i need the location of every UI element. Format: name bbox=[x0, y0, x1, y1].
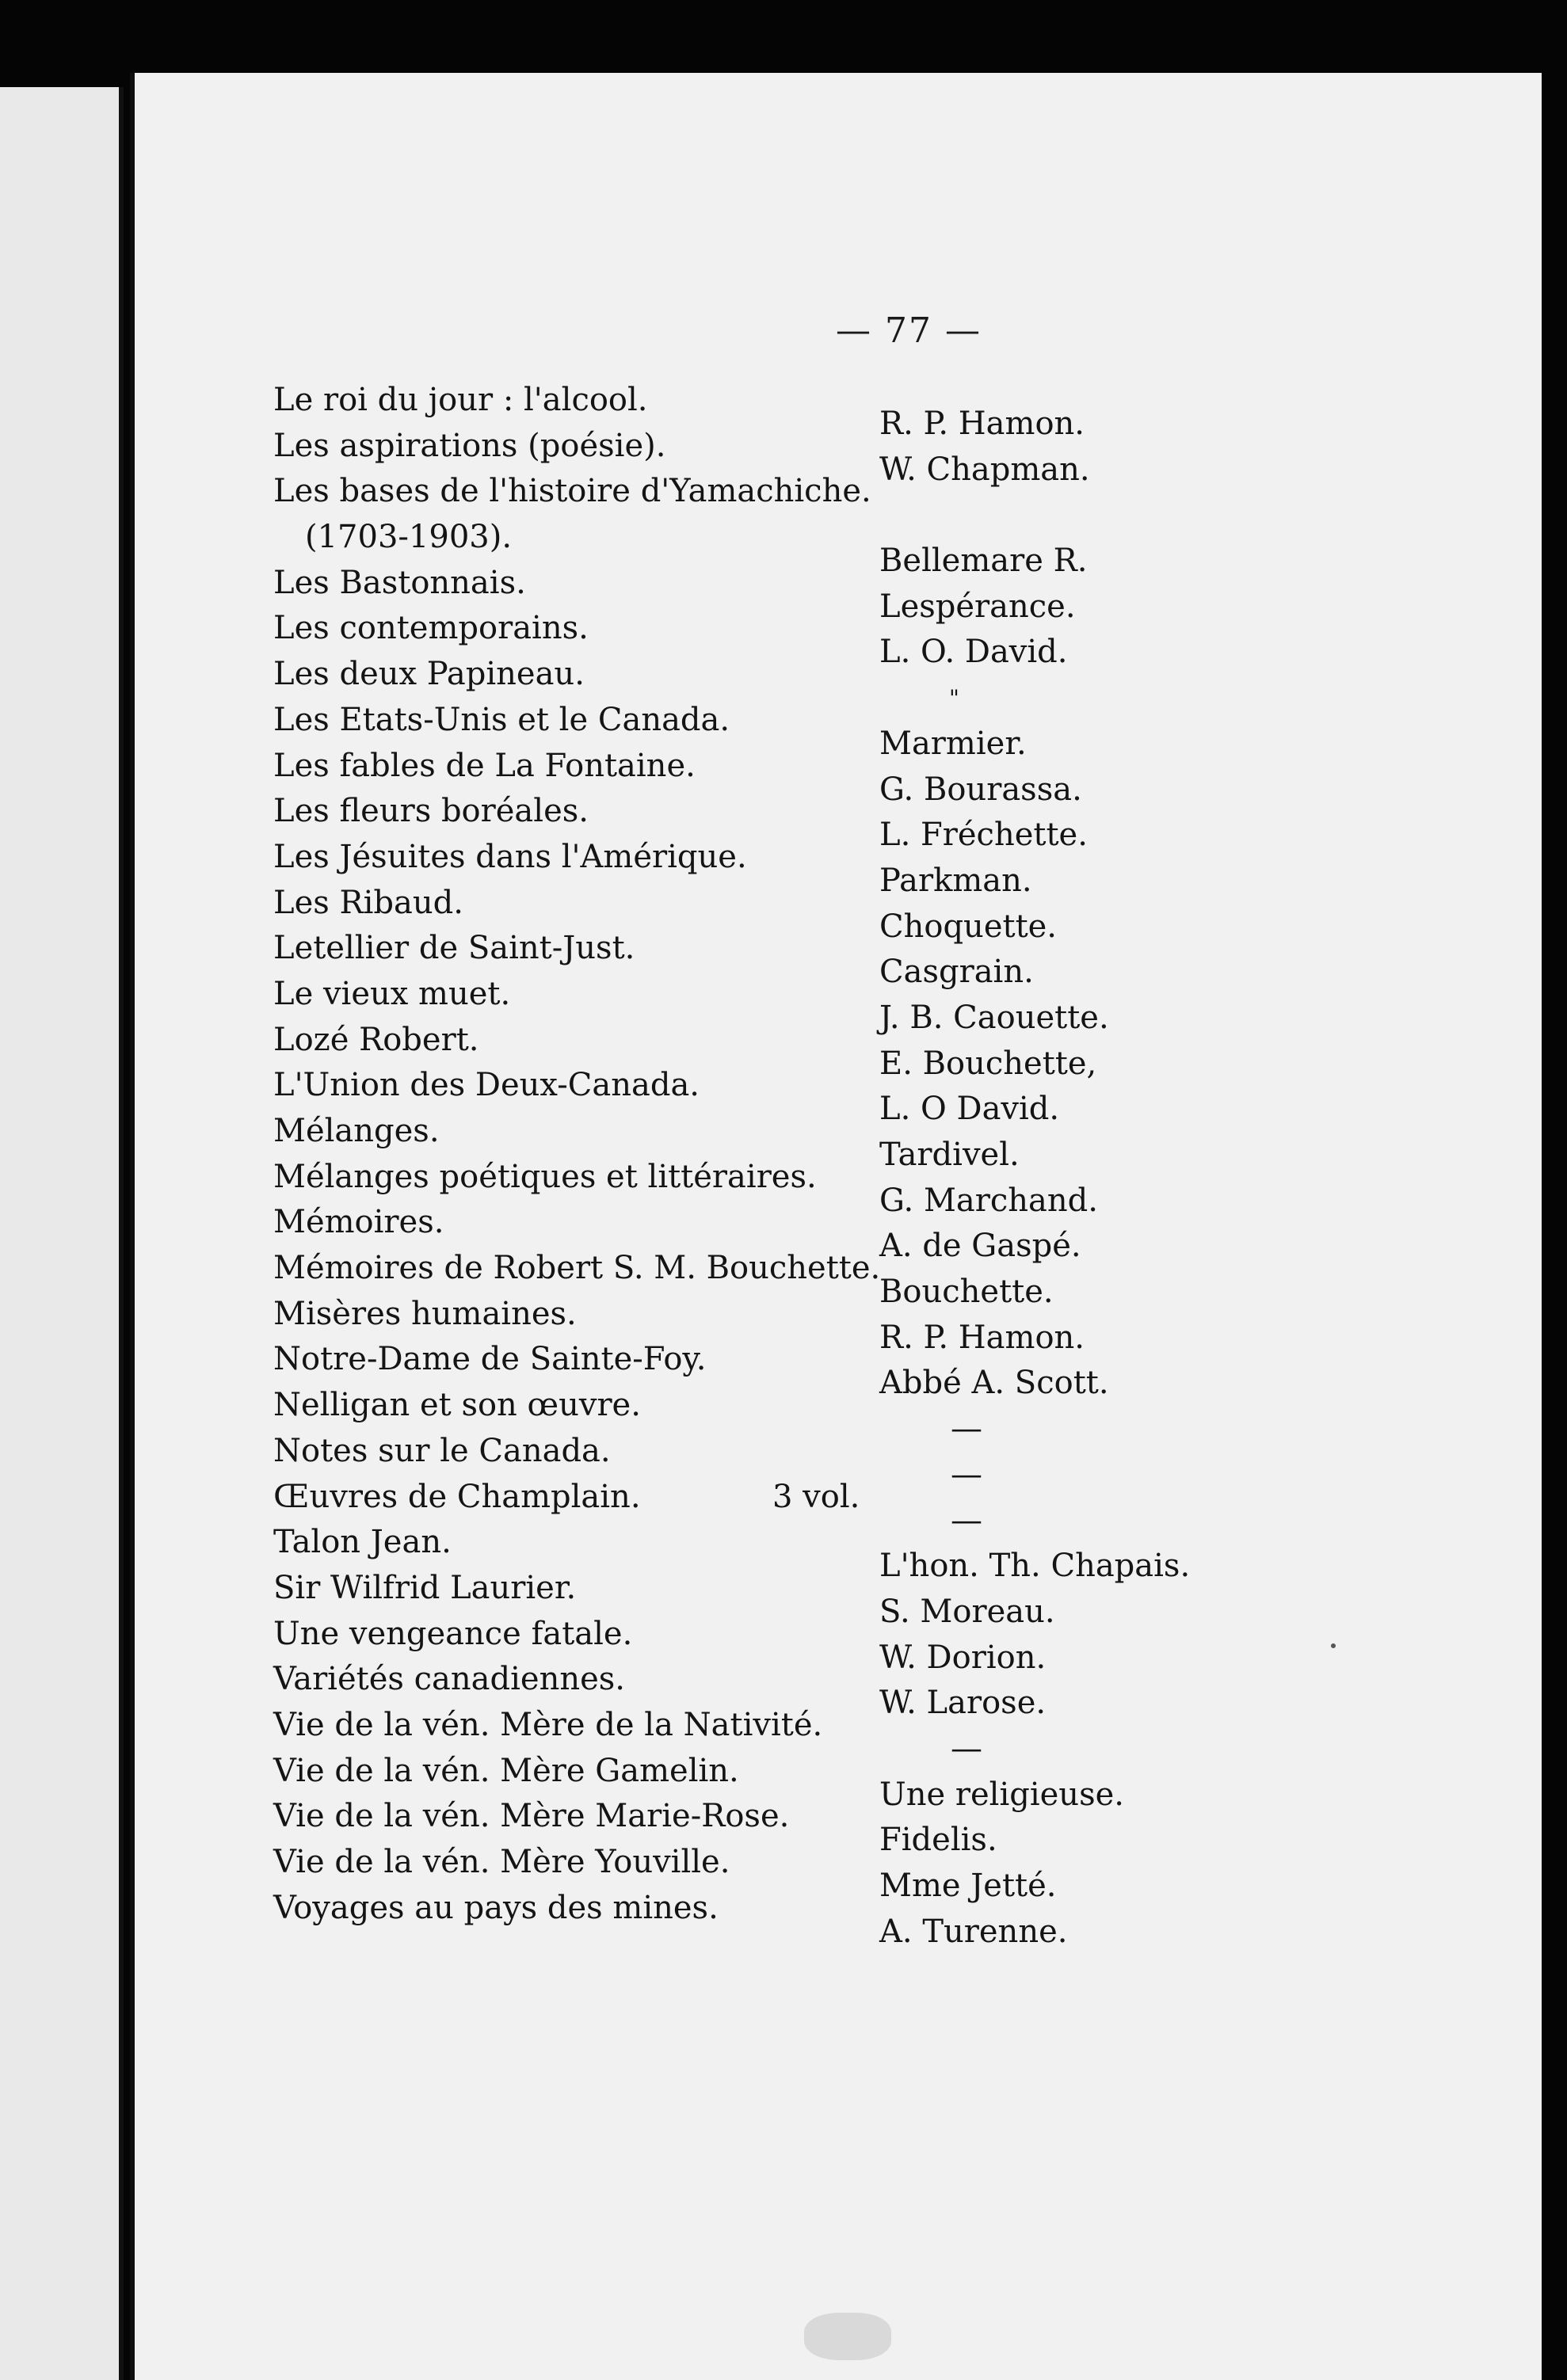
title-entry: Les aspirations (poésie). bbox=[273, 427, 666, 464]
author-entry: L. O David. bbox=[879, 1091, 1060, 1128]
title-entry: Le vieux muet. bbox=[273, 975, 511, 1012]
title-entry: Les fables de La Fontaine. bbox=[273, 747, 696, 784]
title-entry: Les deux Papineau. bbox=[273, 656, 585, 693]
author-entry: Abbé A. Scott. bbox=[879, 1365, 1109, 1402]
author-entry: Choquette. bbox=[879, 908, 1058, 945]
book-page bbox=[130, 73, 1542, 2380]
author-entry: A. Turenne. bbox=[879, 1913, 1068, 1950]
title-entry: Les bases de l'histoire d'Yamachiche. bbox=[273, 473, 871, 510]
title-entry: Nelligan et son œuvre. bbox=[273, 1387, 641, 1424]
author-entry: E. Bouchette, bbox=[879, 1045, 1097, 1082]
author-entry: Bouchette. bbox=[879, 1274, 1054, 1311]
author-entry: R. P. Hamon. bbox=[879, 1319, 1085, 1356]
scan-speck bbox=[1331, 1643, 1336, 1648]
author-column bbox=[879, 402, 1220, 1955]
title-entry: Voyages au pays des mines. bbox=[273, 1889, 719, 1926]
title-entry: Letellier de Saint-Just. bbox=[273, 930, 635, 967]
title-entry: Lozé Robert. bbox=[273, 1021, 479, 1058]
author-entry: Une religieuse. bbox=[879, 1776, 1124, 1813]
author-entry: L. Fréchette. bbox=[879, 817, 1088, 854]
author-entry: Bellemare R. bbox=[879, 543, 1088, 580]
author-entry: W. Dorion. bbox=[879, 1639, 1047, 1676]
title-entry: Les fleurs boréales. bbox=[273, 793, 589, 830]
title-entry: Notre-Dame de Sainte-Foy. bbox=[273, 1341, 707, 1378]
title-entry: Le roi du jour : l'alcool. bbox=[273, 382, 648, 418]
author-entry: A. de Gaspé. bbox=[879, 1228, 1081, 1265]
author-blank bbox=[879, 493, 1220, 539]
author-entry: Fidelis. bbox=[879, 1822, 997, 1859]
author-entry: Parkman. bbox=[879, 862, 1032, 899]
title-entry: Mémoires. bbox=[273, 1204, 444, 1241]
author-entry: G. Marchand. bbox=[879, 1182, 1098, 1219]
title-entry: Œuvres de Champlain. bbox=[273, 1478, 641, 1515]
title-entry: Les Ribaud. bbox=[273, 884, 463, 921]
title-entry: Les Etats-Unis et le Canada. bbox=[273, 701, 730, 738]
author-entry: W. Chapman. bbox=[879, 451, 1090, 488]
title-entry: Les Jésuites dans l'Amérique. bbox=[273, 838, 747, 875]
author-dash: — bbox=[951, 1456, 982, 1493]
author-entry: Casgrain. bbox=[879, 954, 1034, 991]
author-entry: Lespérance. bbox=[879, 588, 1076, 625]
author-entry: Tardivel. bbox=[879, 1137, 1020, 1173]
title-entry: Misères humaines. bbox=[273, 1295, 577, 1332]
author-entry: S. Moreau. bbox=[879, 1593, 1055, 1630]
page-number: — 77 — bbox=[836, 310, 982, 351]
title-entry: Mélanges. bbox=[273, 1113, 440, 1149]
author-entry: Mme Jetté. bbox=[879, 1868, 1057, 1904]
title-entry: Vie de la vén. Mère Marie-Rose. bbox=[273, 1798, 790, 1835]
scan-smudge bbox=[804, 2313, 891, 2360]
title-entry: Mélanges poétiques et littéraires. bbox=[273, 1158, 817, 1195]
title-entry: Notes sur le Canada. bbox=[273, 1432, 611, 1469]
title-entry: Vie de la vén. Mère Youville. bbox=[273, 1844, 730, 1880]
title-entry: Les contemporains. bbox=[273, 610, 589, 647]
title-entry: Les Bastonnais. bbox=[273, 564, 526, 601]
author-dash: — bbox=[951, 1730, 982, 1767]
author-entry: R. P. Hamon. bbox=[879, 406, 1085, 442]
title-entry: Une vengeance fatale. bbox=[273, 1615, 633, 1652]
title-entry: Sir Wilfrid Laurier. bbox=[273, 1569, 577, 1606]
title-entry: Mémoires de Robert S. M. Bouchette. bbox=[273, 1250, 881, 1287]
title-entry: Vie de la vén. Mère Gamelin. bbox=[273, 1752, 739, 1789]
title-entry-continuation: (1703-1903). bbox=[305, 519, 513, 556]
title-entry: Variétés canadiennes. bbox=[273, 1661, 626, 1698]
title-entry: Vie de la vén. Mère de la Nativité. bbox=[273, 1706, 823, 1743]
volume-note: 3 vol. bbox=[772, 1478, 860, 1515]
ditto-mark: " bbox=[949, 685, 959, 712]
author-entry: Marmier. bbox=[879, 725, 1027, 762]
previous-page-edge bbox=[0, 87, 124, 2380]
author-entry: G. Bourassa. bbox=[879, 771, 1082, 808]
author-dash: — bbox=[951, 1502, 982, 1539]
author-entry: W. Larose. bbox=[879, 1685, 1047, 1722]
author-entry: L. O. David. bbox=[879, 634, 1068, 671]
title-entry: L'Union des Deux-Canada. bbox=[273, 1067, 700, 1104]
author-dash: — bbox=[951, 1411, 982, 1448]
author-entry: L'hon. Th. Chapais. bbox=[879, 1548, 1191, 1585]
title-entry: Talon Jean. bbox=[273, 1524, 452, 1561]
author-entry: J. B. Caouette. bbox=[879, 999, 1109, 1036]
